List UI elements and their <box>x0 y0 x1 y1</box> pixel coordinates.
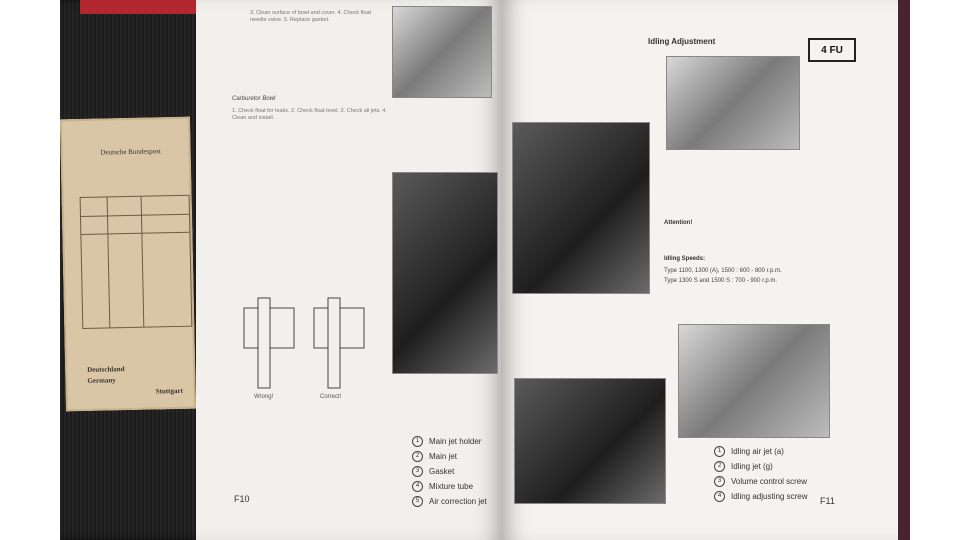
right-legend-item: 1 Idling air jet (a) <box>714 444 807 459</box>
right-legend-item: 3 Volume control screw <box>714 474 807 489</box>
label-country-de: Deutschland <box>87 365 125 374</box>
right-legend-item: 2 Idling jet (g) <box>714 459 807 474</box>
left-legend <box>412 434 487 509</box>
spine-red-strip <box>80 0 200 14</box>
photo-idling-adjust <box>512 122 650 294</box>
right-title: Idling Adjustment <box>648 37 716 46</box>
idling-speed-1: Type 1100, 1300 (A), 1500 : 600 - 800 r.p.m. <box>664 268 782 274</box>
left-text-block-2: 1. Check float for leaks. 2. Check float level. 3. Check all jets. 4. Clean and install. <box>232 108 387 121</box>
left-legend-item: 1 Main jet holder <box>412 434 487 449</box>
photo-carburetor-open <box>392 172 498 374</box>
right-legend <box>714 444 807 504</box>
section-badge: 4 FU <box>808 38 856 62</box>
label-grid <box>80 195 193 329</box>
label-city: Stuttgart <box>155 386 183 396</box>
photo-carburetor-top <box>392 6 492 98</box>
book-edge <box>898 0 910 540</box>
photo-volume-screw <box>514 378 666 504</box>
left-legend-item: 4 Mixture tube <box>412 479 487 494</box>
right-page <box>502 0 898 540</box>
page-number-left: F10 <box>234 494 250 504</box>
left-legend-item: 3 Gasket <box>412 464 487 479</box>
label-country-en: Germany <box>87 376 116 385</box>
idling-speeds-title: Idling Speeds: <box>664 256 706 262</box>
label-country <box>87 364 125 387</box>
throttle-diagram <box>236 288 366 398</box>
page-number-right: F11 <box>820 496 835 506</box>
left-legend-item: 2 Main jet <box>412 449 487 464</box>
label-wrong: Wrong! <box>254 394 274 400</box>
left-page <box>196 0 502 540</box>
label-correct: Correct! <box>320 394 342 400</box>
left-legend-item: 5 Air correction jet <box>412 494 487 509</box>
diagram-correct-shaft <box>328 298 340 388</box>
section-title: Carburetor Bowl <box>232 96 276 102</box>
diagram-wrong-shaft <box>258 298 270 388</box>
label-header: Deutsche Bundespost <box>100 147 161 157</box>
attention-label: Attention! <box>664 220 693 226</box>
right-legend-item: 4 Idling adjusting screw <box>714 489 807 504</box>
postal-label <box>60 117 196 412</box>
left-text-block-1: 3. Clean surface of bowl and cover. 4. Check float needle valve. 5. Replace gasket. <box>250 10 372 23</box>
photo-idling-jets <box>678 324 830 438</box>
photo-carburetor-side <box>666 56 800 150</box>
idling-speed-2: Type 1300 S and 1500 S : 700 - 900 r.p.m. <box>664 278 778 284</box>
